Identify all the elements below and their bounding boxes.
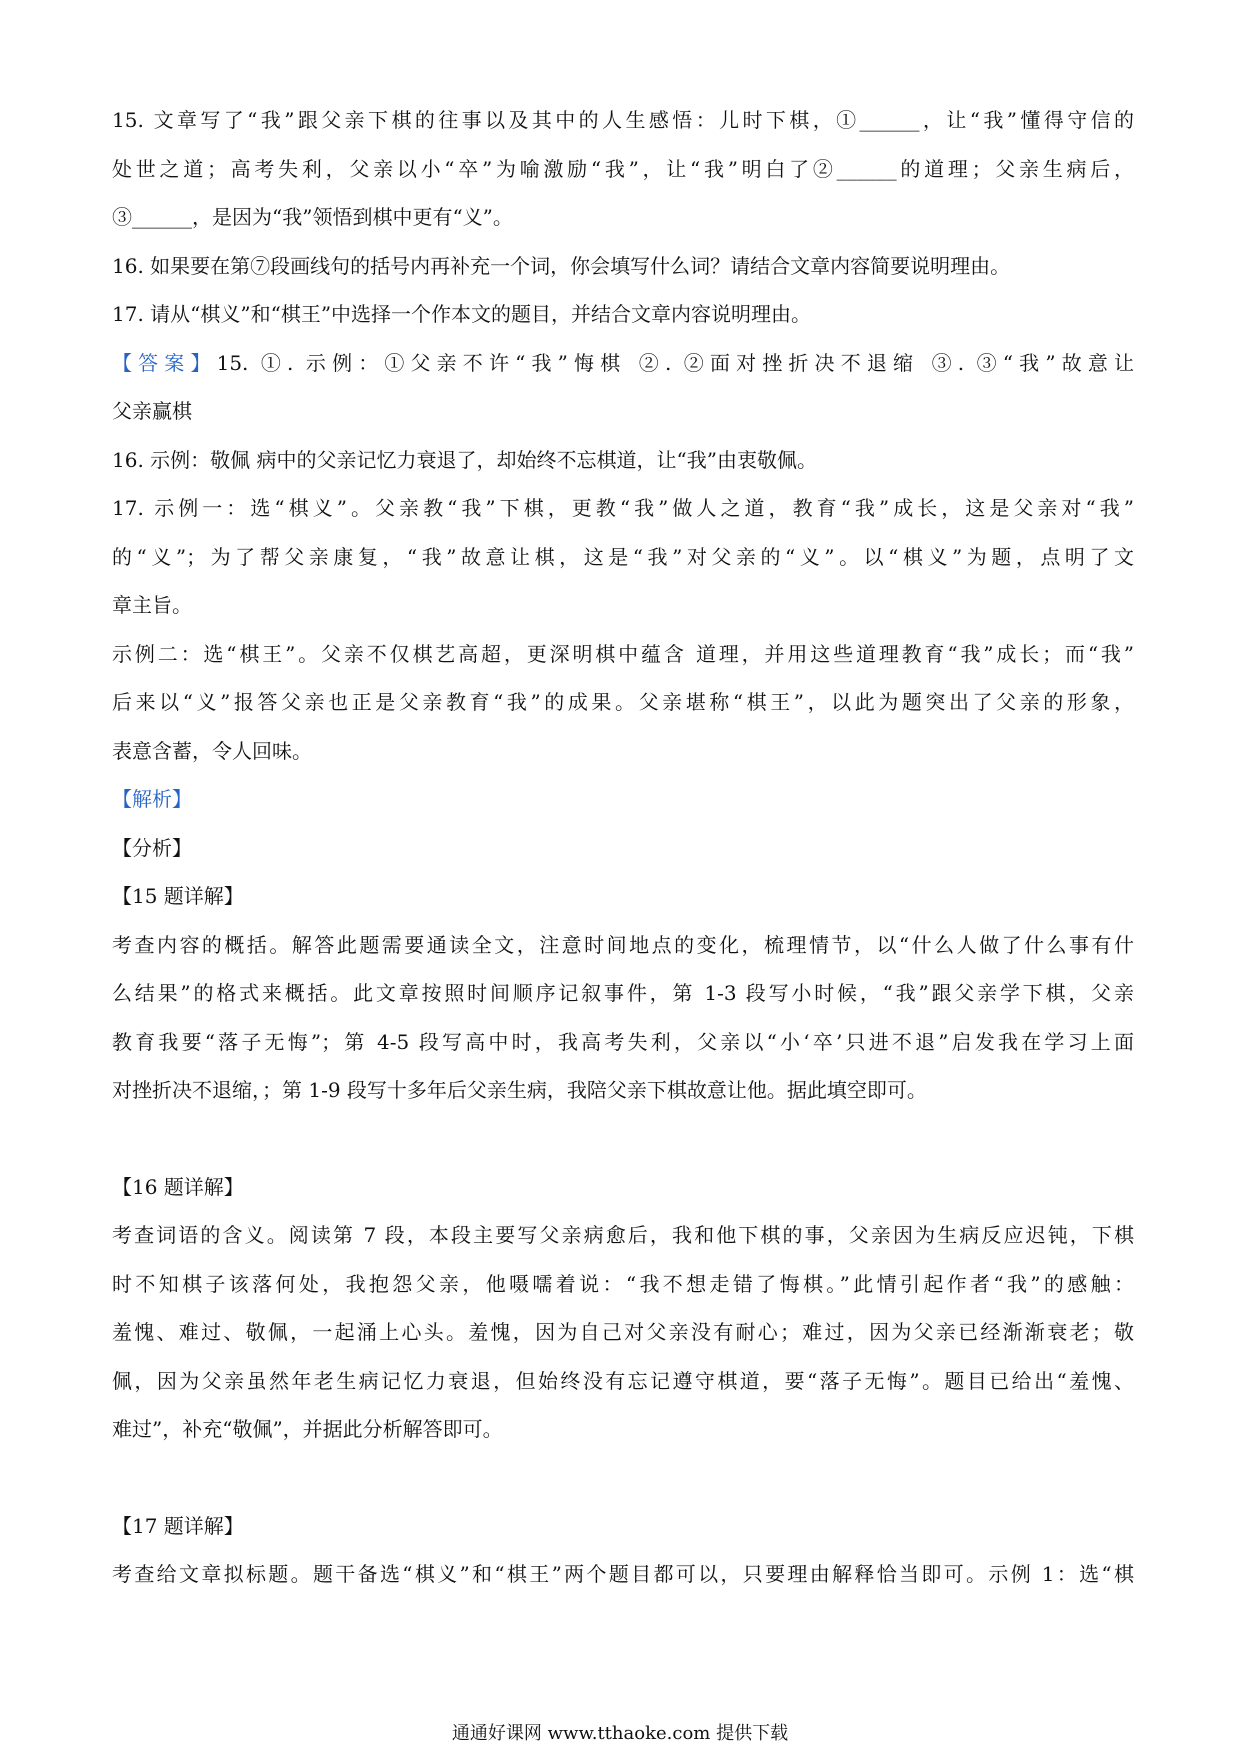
q15-line-2: 处世之道；高考失利，父亲以小“卒”为喻激励“我”，让“我”明白了②______的道理；父亲生病后， (112, 156, 1134, 181)
q17-text: 17. 请从“棋义”和“棋王”中选择一个作本文的题目，并结合文章内容说明理由。 (112, 302, 812, 326)
detail-16-line-4: 佩，因为父亲虽然年老生病记忆力衰退，但始终没有忘记遵守棋道，要“落子无悔”。题目已给出“羞愧、 (112, 1368, 1134, 1393)
spacer (112, 1454, 1134, 1502)
q15-line-3: ③______，是因为“我”领悟到棋中更有“义”。 (112, 205, 513, 229)
detail-16-line-1: 考查词语的含义。阅读第 7 段，本段主要写父亲病愈后，我和他下棋的事，父亲因为生病反应迟钝，下棋 (112, 1223, 1134, 1247)
detail-16-line-2: 时不知棋子该落何处，我抱怨父亲，他嗫嚅着说：“我不想走错了悔棋。”此情引起作者“我”的感触： (112, 1271, 1134, 1296)
spacer (112, 1115, 1134, 1163)
fenxi-heading: 【分析】 (112, 835, 192, 860)
answer-line-1 (112, 339, 1134, 388)
answer-15: 15. ①. 示例：①父亲不许“我”悔棋 ②. ②面对挫折决不退缩 ③. ③“我”故意让 (216, 350, 1134, 375)
detail-15-line-3: 教育我要“落子无悔”；第 4-5 段写高中时，我高考失利，父亲以“小‘卒’只进不退”启发我在学习上面 (112, 1029, 1134, 1054)
answer-16: 16. 示例：敬佩 病中的父亲记忆力衰退了，却始终不忘棋道，让“我”由衷敬佩。 (112, 447, 817, 472)
detail-15-line-1: 考查内容的概括。解答此题需要通读全文，注意时间地点的变化，梳理情节，以“什么人做了什么事有什 (112, 932, 1134, 957)
detail-15-line-4: 对挫折决不退缩，；第 1-9 段写十多年后父亲生病，我陪父亲下棋故意让他。据此填空即可。 (112, 1078, 927, 1102)
detail-15-line-2: 么结果”的格式来概括。此文章按照时间顺序记叙事件，第 1-3 段写小时候，“我”跟父亲学下棋，父亲 (112, 981, 1134, 1005)
answer-tag: 【答案】 (112, 350, 217, 375)
analysis-tag: 【解析】 (112, 787, 192, 811)
detail-16-line-5: 难过”，补充“敬佩”，并据此分析解答即可。 (112, 1417, 503, 1441)
answer-17-line-3: 章主旨。 (112, 593, 192, 617)
q16-text: 16. 如果要在第⑦段画线句的括号内再补充一个词，你会填写什么词？请结合文章内容简要说明理由。 (112, 253, 1011, 278)
page-footer: 通通好课网 www.tthaoke.com 提供下载 (451, 1723, 789, 1744)
answer-17-line-2: 的“义”；为了帮父亲康复，“我”故意让棋，这是“我”对父亲的“义”。以“棋义”为题，点明了文 (112, 544, 1134, 569)
detail-17-heading: 【17 题详解】 (112, 1513, 244, 1538)
answer-line-2: 父亲赢棋 (112, 399, 192, 423)
answer-17-line-5: 后来以“义”报答父亲也正是父亲教育“我”的成果。父亲堪称“棋王”，以此为题突出了父亲的形象， (112, 690, 1134, 714)
answer-17-line-4: 示例二：选“棋王”。父亲不仅棋艺高超，更深明棋中蕴含 道理，并用这些道理教育“我”成长；而“我” (112, 641, 1134, 666)
detail-15-heading: 【15 题详解】 (112, 884, 244, 908)
detail-17-line-1: 考查给文章拟标题。题干备选“棋义”和“棋王”两个题目都可以，只要理由解释恰当即可。示例 1：选“棋 (112, 1562, 1134, 1586)
answer-17-line-1: 17. 示例一：选“棋义”。父亲教“我”下棋，更教“我”做人之道，教育“我”成长，这是父亲对“我” (112, 496, 1134, 520)
detail-16-heading: 【16 题详解】 (112, 1174, 244, 1199)
document-body (112, 96, 1134, 1599)
q15-line-1: 15. 文章写了“我”跟父亲下棋的往事以及其中的人生感悟：儿时下棋，①______，让“我”懂得守信的 (112, 108, 1134, 132)
detail-16-line-3: 羞愧、难过、敬佩，一起涌上心头。羞愧，因为自己对父亲没有耐心；难过，因为父亲已经渐渐衰老；敬 (112, 1320, 1134, 1344)
answer-17-line-6: 表意含蓄，令人回味。 (112, 738, 312, 763)
